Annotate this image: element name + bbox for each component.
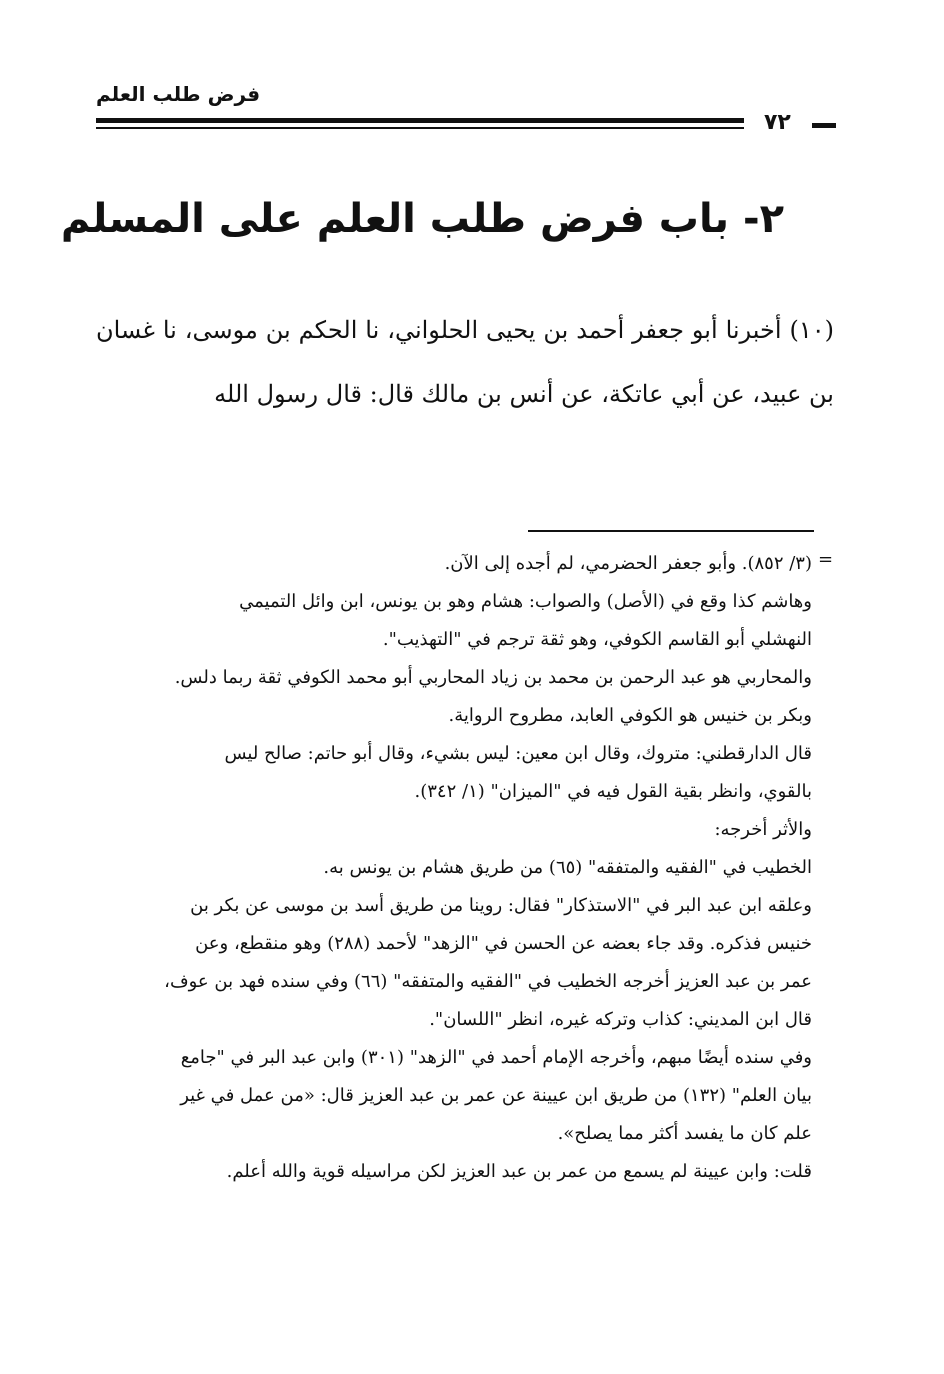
footnote-line: والمحاربي هو عبد الرحمن بن محمد بن زياد المحاربي أبو محمد الكوفي ثقة ربما دلس. <box>174 667 812 688</box>
page-number: ٧٢ <box>764 110 791 135</box>
footnote-line: علم كان ما يفسد أكثر مما يصلح». <box>557 1123 812 1144</box>
footnote-line: خنيس فذكره. وقد جاء بعضه عن الحسن في "الزهد" لأحمد (٢٨٨) وهو منقطع، وعن <box>195 933 812 954</box>
header-rule-thin <box>96 127 744 129</box>
main-paragraph: (١٠) أخبرنا أبو جعفر أحمد بن يحيى الحلواني، نا الحكم بن موسى، نا غسان بن عبيد، عن أبي عاتكة، عن أنس بن مالك قال: قال رسول الله <box>96 316 834 408</box>
footnote-continuation-mark: = <box>818 549 834 570</box>
footnote-line: وعلقه ابن عبد البر في "الاستذكار" فقال: روينا من طريق أسد بن موسى عن بكر بن <box>190 895 812 916</box>
footnote-line: قال ابن المديني: كذاب وتركه غيره، انظر "اللسان". <box>429 1009 812 1030</box>
footnote-line: وفي سنده أيضًا مبهم، وأخرجه الإمام أحمد في "الزهد" (٣٠١) وابن عبد البر في "جامع <box>180 1047 812 1068</box>
footnotes <box>96 545 812 1191</box>
footnote-line: قال الدارقطني: متروك، وقال ابن معين: ليس بشيء، وقال أبو حاتم: صالح ليس <box>224 743 812 764</box>
footnote-line: وهاشم كذا وقع في (الأصل) والصواب: هشام وهو بن يونس، ابن وائل التميمي <box>239 591 812 612</box>
chapter-heading: ٢- باب فرض طلب العلم على المسلم <box>60 196 784 242</box>
header-rule-tick <box>812 123 836 128</box>
footnote-line: بيان العلم" (١٣٢) من طريق ابن عيينة عن عمر بن عبد العزيز قال: «من عمل في غير <box>180 1085 812 1106</box>
running-title: فرض طلب العلم <box>96 82 261 106</box>
footnote-line: الخطيب في "الفقيه والمتفقه" (٦٥) من طريق هشام بن يونس به. <box>323 857 812 878</box>
footnote-line: النهشلي أبو القاسم الكوفي، وهو ثقة ترجم في "التهذيب". <box>382 629 812 650</box>
footnote-line: وبكر بن خنيس هو الكوفي العابد، مطروح الرواية. <box>448 705 812 726</box>
footnote-line: والأثر أخرجه: <box>714 819 812 840</box>
footnote-line: عمر بن عبد العزيز أخرجه الخطيب في "الفقيه والمتفقه" (٦٦) وفي سنده فهد بن عوف، <box>164 971 812 992</box>
footnote-separator <box>528 530 814 532</box>
footnote-line: (٣/ ٨٥٢). وأبو جعفر الحضرمي، لم أجده إلى الآن. <box>444 553 812 574</box>
footnote-line: بالقوي، وانظر بقية القول فيه في "الميزان" (١/ ٣٤٢). <box>414 781 812 802</box>
header-rule-thick <box>96 118 744 123</box>
footnote-line: قلت: وابن عيينة لم يسمع من عمر بن عبد العزيز لكن مراسيله قوية والله أعلم. <box>226 1161 812 1182</box>
